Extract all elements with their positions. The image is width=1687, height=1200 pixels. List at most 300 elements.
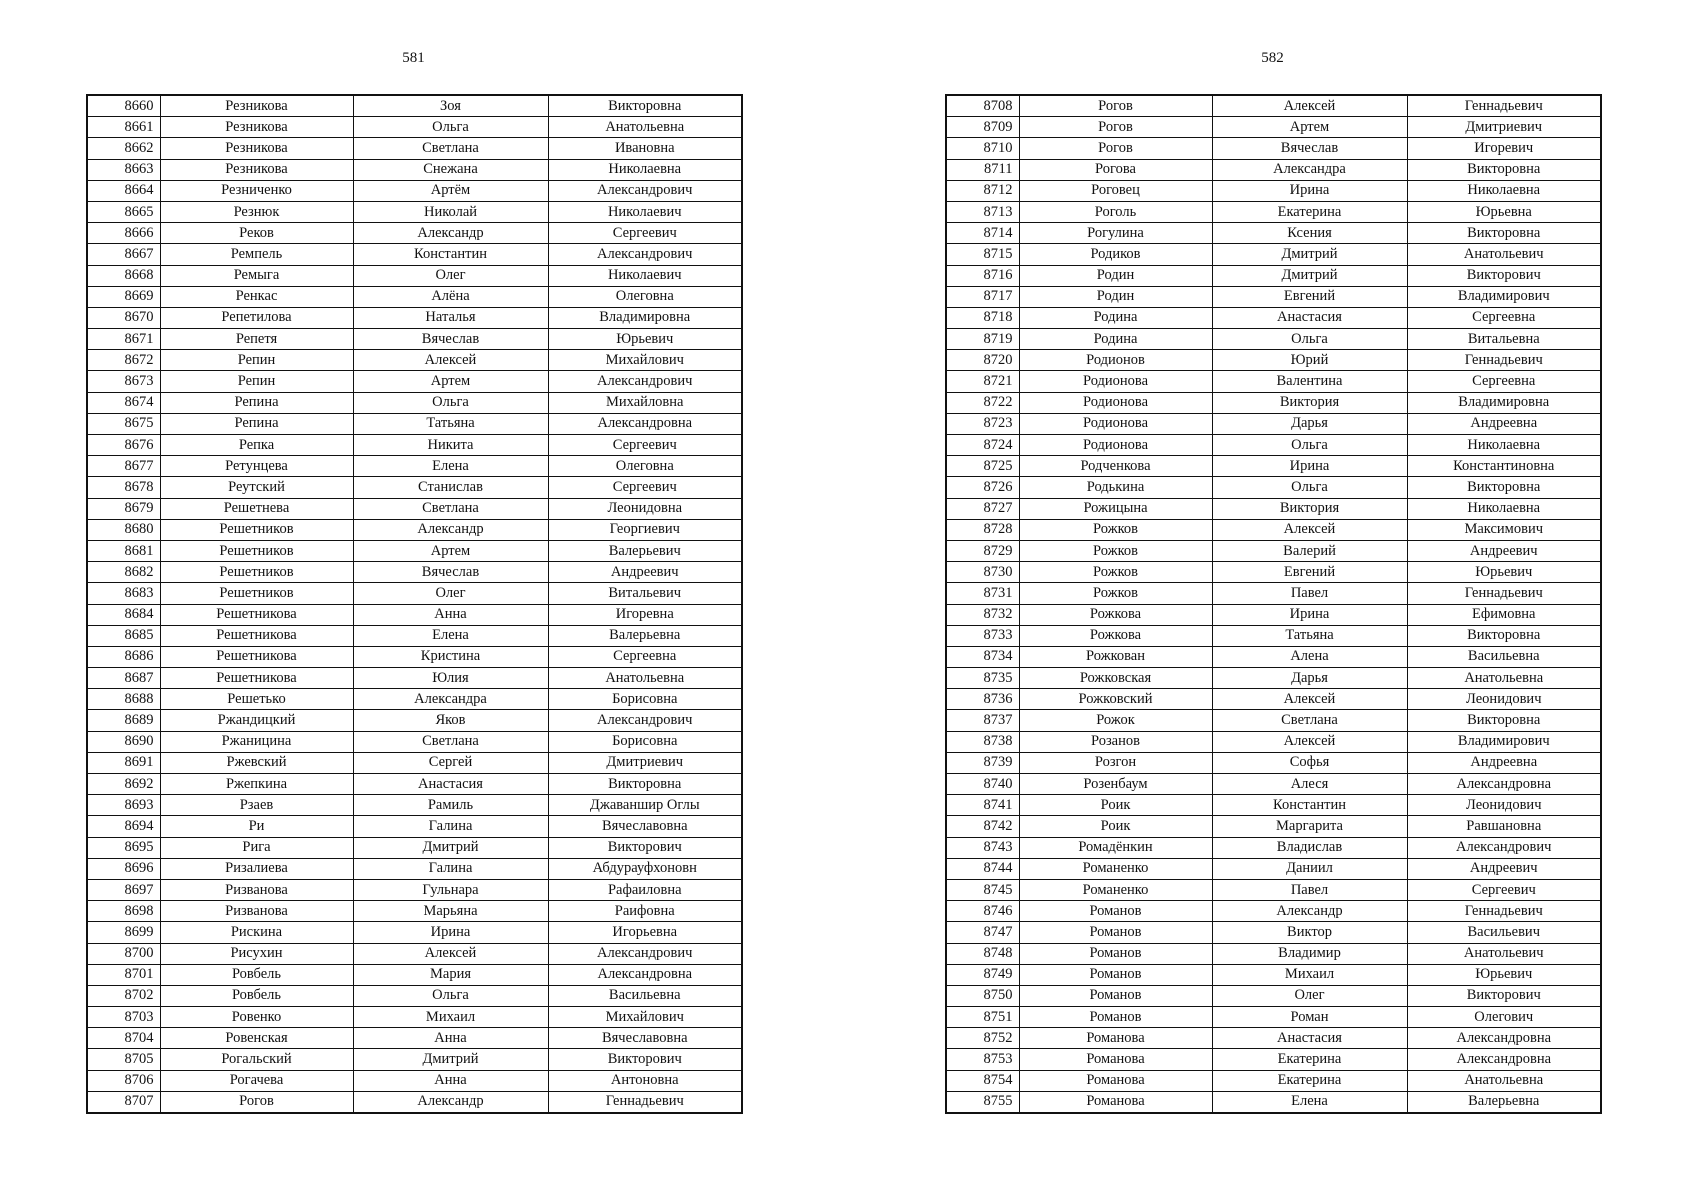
first-name-cell: Марьяна [353, 901, 548, 922]
table-row [87, 1028, 742, 1049]
table-row [946, 964, 1601, 985]
patronymic-cell: Викторовна [548, 95, 742, 117]
row-number-cell: 8707 [87, 1091, 160, 1113]
first-name-cell: Вячеслав [353, 329, 548, 350]
patronymic-cell: Викторовна [1407, 625, 1601, 646]
table-row [87, 223, 742, 244]
first-name-cell: Роман [1212, 1007, 1407, 1028]
row-number-cell: 8687 [87, 668, 160, 689]
row-number-cell: 8730 [946, 562, 1019, 583]
table-row [87, 625, 742, 646]
patronymic-cell: Игорьевна [548, 922, 742, 943]
first-name-cell: Елена [353, 456, 548, 477]
row-number-cell: 8705 [87, 1049, 160, 1070]
table-row [87, 943, 742, 964]
first-name-cell: Екатерина [1212, 1049, 1407, 1070]
table-row [946, 286, 1601, 307]
last-name-cell: Рзаев [160, 795, 353, 816]
table-row [87, 498, 742, 519]
first-name-cell: Никита [353, 435, 548, 456]
first-name-cell: Екатерина [1212, 201, 1407, 222]
first-name-cell: Алёна [353, 286, 548, 307]
row-number-cell: 8738 [946, 731, 1019, 752]
first-name-cell: Константин [1212, 795, 1407, 816]
last-name-cell: Родионова [1019, 392, 1212, 413]
last-name-cell: Репин [160, 350, 353, 371]
last-name-cell: Родина [1019, 307, 1212, 328]
last-name-cell: Родиков [1019, 244, 1212, 265]
last-name-cell: Родионова [1019, 435, 1212, 456]
last-name-cell: Рожков [1019, 562, 1212, 583]
first-name-cell: Алексей [1212, 731, 1407, 752]
patronymic-cell: Андреевна [1407, 413, 1601, 434]
table-row [946, 689, 1601, 710]
first-name-cell: Дарья [1212, 668, 1407, 689]
patronymic-cell: Александрович [548, 180, 742, 201]
first-name-cell: Анна [353, 604, 548, 625]
patronymic-cell: Васильевич [1407, 922, 1601, 943]
patronymic-cell: Анатольевна [548, 668, 742, 689]
first-name-cell: Ксения [1212, 223, 1407, 244]
patronymic-cell: Сергеевна [1407, 371, 1601, 392]
row-number-cell: 8751 [946, 1007, 1019, 1028]
registry-table [86, 94, 743, 1114]
first-name-cell: Александр [353, 519, 548, 540]
first-name-cell: Виктория [1212, 392, 1407, 413]
first-name-cell: Павел [1212, 583, 1407, 604]
row-number-cell: 8661 [87, 117, 160, 138]
first-name-cell: Юрий [1212, 350, 1407, 371]
patronymic-cell: Александрович [548, 943, 742, 964]
row-number-cell: 8681 [87, 540, 160, 561]
row-number-cell: 8752 [946, 1028, 1019, 1049]
last-name-cell: Рисухин [160, 943, 353, 964]
last-name-cell: Ромадёнкин [1019, 837, 1212, 858]
table-row [946, 1049, 1601, 1070]
table-row [87, 456, 742, 477]
last-name-cell: Ризванова [160, 901, 353, 922]
row-number-cell: 8666 [87, 223, 160, 244]
first-name-cell: Валерий [1212, 540, 1407, 561]
patronymic-cell: Витальевна [1407, 329, 1601, 350]
first-name-cell: Мария [353, 964, 548, 985]
table-row [87, 159, 742, 180]
patronymic-cell: Андреевич [1407, 540, 1601, 561]
patronymic-cell: Юрьевич [1407, 562, 1601, 583]
patronymic-cell: Андреевич [1407, 858, 1601, 879]
first-name-cell: Наталья [353, 307, 548, 328]
first-name-cell: Гульнара [353, 879, 548, 900]
patronymic-cell: Рафаиловна [548, 879, 742, 900]
table-row [946, 752, 1601, 773]
table-row [946, 265, 1601, 286]
last-name-cell: Рожков [1019, 519, 1212, 540]
first-name-cell: Татьяна [1212, 625, 1407, 646]
last-name-cell: Розенбаум [1019, 774, 1212, 795]
patronymic-cell: Леонидович [1407, 795, 1601, 816]
row-number-cell: 8665 [87, 201, 160, 222]
row-number-cell: 8720 [946, 350, 1019, 371]
table-row [946, 774, 1601, 795]
row-number-cell: 8682 [87, 562, 160, 583]
row-number-cell: 8677 [87, 456, 160, 477]
patronymic-cell: Анатольевна [1407, 1070, 1601, 1091]
table-row [87, 392, 742, 413]
last-name-cell: Родин [1019, 286, 1212, 307]
patronymic-cell: Александрович [548, 371, 742, 392]
table-row [946, 858, 1601, 879]
last-name-cell: Рига [160, 837, 353, 858]
first-name-cell: Яков [353, 710, 548, 731]
table-row [87, 583, 742, 604]
first-name-cell: Олег [1212, 985, 1407, 1006]
patronymic-cell: Витальевич [548, 583, 742, 604]
first-name-cell: Алексей [353, 943, 548, 964]
table-row [946, 307, 1601, 328]
patronymic-cell: Юрьевна [1407, 201, 1601, 222]
first-name-cell: Михаил [1212, 964, 1407, 985]
row-number-cell: 8718 [946, 307, 1019, 328]
table-row [87, 646, 742, 667]
patronymic-cell: Геннадьевич [1407, 583, 1601, 604]
table-row [946, 180, 1601, 201]
table-row [946, 583, 1601, 604]
row-number-cell: 8678 [87, 477, 160, 498]
table-row [87, 879, 742, 900]
last-name-cell: Родионова [1019, 371, 1212, 392]
last-name-cell: Ретунцева [160, 456, 353, 477]
first-name-cell: Олег [353, 265, 548, 286]
table-row [87, 201, 742, 222]
row-number-cell: 8709 [946, 117, 1019, 138]
patronymic-cell: Сергеевич [548, 477, 742, 498]
patronymic-cell: Александрович [1407, 837, 1601, 858]
last-name-cell: Решетников [160, 519, 353, 540]
first-name-cell: Светлана [353, 731, 548, 752]
first-name-cell: Александр [353, 223, 548, 244]
row-number-cell: 8703 [87, 1007, 160, 1028]
first-name-cell: Ольга [353, 985, 548, 1006]
table-row [946, 540, 1601, 561]
first-name-cell: Татьяна [353, 413, 548, 434]
row-number-cell: 8692 [87, 774, 160, 795]
patronymic-cell: Александровна [548, 413, 742, 434]
first-name-cell: Алексей [1212, 689, 1407, 710]
table-row [946, 435, 1601, 456]
last-name-cell: Роголь [1019, 201, 1212, 222]
first-name-cell: Ольга [1212, 435, 1407, 456]
last-name-cell: Репина [160, 392, 353, 413]
table-row [87, 1049, 742, 1070]
row-number-cell: 8714 [946, 223, 1019, 244]
table-row [946, 985, 1601, 1006]
row-number-cell: 8663 [87, 159, 160, 180]
first-name-cell: Анна [353, 1070, 548, 1091]
patronymic-cell: Александрович [548, 710, 742, 731]
patronymic-cell: Геннадьевич [548, 1091, 742, 1113]
patronymic-cell: Васильевна [548, 985, 742, 1006]
table-row [87, 519, 742, 540]
table-row [946, 901, 1601, 922]
table-row [946, 201, 1601, 222]
patronymic-cell: Андреевич [548, 562, 742, 583]
patronymic-cell: Раифовна [548, 901, 742, 922]
first-name-cell: Галина [353, 816, 548, 837]
last-name-cell: Розгон [1019, 752, 1212, 773]
patronymic-cell: Юрьевич [548, 329, 742, 350]
table-row [946, 795, 1601, 816]
last-name-cell: Роик [1019, 816, 1212, 837]
row-number-cell: 8712 [946, 180, 1019, 201]
patronymic-cell: Валерьевич [548, 540, 742, 561]
last-name-cell: Рогов [160, 1091, 353, 1113]
table-row [946, 879, 1601, 900]
table-row [87, 710, 742, 731]
last-name-cell: Рогов [1019, 138, 1212, 159]
patronymic-cell: Сергеевич [548, 223, 742, 244]
patronymic-cell: Андреевна [1407, 752, 1601, 773]
last-name-cell: Реутский [160, 477, 353, 498]
patronymic-cell: Николаевич [548, 201, 742, 222]
patronymic-cell: Николаевна [1407, 435, 1601, 456]
patronymic-cell: Ефимовна [1407, 604, 1601, 625]
last-name-cell: Решетникова [160, 668, 353, 689]
row-number-cell: 8670 [87, 307, 160, 328]
row-number-cell: 8719 [946, 329, 1019, 350]
table-row [87, 604, 742, 625]
last-name-cell: Романова [1019, 1070, 1212, 1091]
patronymic-cell: Леонидовна [548, 498, 742, 519]
first-name-cell: Екатерина [1212, 1070, 1407, 1091]
last-name-cell: Родина [1019, 329, 1212, 350]
row-number-cell: 8755 [946, 1091, 1019, 1113]
first-name-cell: Ирина [1212, 180, 1407, 201]
first-name-cell: Александра [1212, 159, 1407, 180]
last-name-cell: Родькина [1019, 477, 1212, 498]
row-number-cell: 8693 [87, 795, 160, 816]
patronymic-cell: Геннадьевич [1407, 350, 1601, 371]
row-number-cell: 8680 [87, 519, 160, 540]
row-number-cell: 8747 [946, 922, 1019, 943]
first-name-cell: Вячеслав [353, 562, 548, 583]
first-name-cell: Дарья [1212, 413, 1407, 434]
last-name-cell: Рожицына [1019, 498, 1212, 519]
table-row [946, 350, 1601, 371]
row-number-cell: 8664 [87, 180, 160, 201]
last-name-cell: Романенко [1019, 858, 1212, 879]
first-name-cell: Дмитрий [353, 837, 548, 858]
first-name-cell: Светлана [353, 498, 548, 519]
table-row [87, 477, 742, 498]
first-name-cell: Валентина [1212, 371, 1407, 392]
first-name-cell: Артем [353, 540, 548, 561]
patronymic-cell: Юрьевич [1407, 964, 1601, 985]
first-name-cell: Ирина [353, 922, 548, 943]
row-number-cell: 8732 [946, 604, 1019, 625]
patronymic-cell: Александровна [1407, 1049, 1601, 1070]
table-row [946, 922, 1601, 943]
row-number-cell: 8696 [87, 858, 160, 879]
table-row [87, 435, 742, 456]
first-name-cell: Софья [1212, 752, 1407, 773]
last-name-cell: Решетникова [160, 646, 353, 667]
row-number-cell: 8684 [87, 604, 160, 625]
last-name-cell: Резникова [160, 117, 353, 138]
patronymic-cell: Викторовна [1407, 710, 1601, 731]
table-row [946, 371, 1601, 392]
first-name-cell: Александр [1212, 901, 1407, 922]
row-number-cell: 8721 [946, 371, 1019, 392]
row-number-cell: 8734 [946, 646, 1019, 667]
last-name-cell: Резникова [160, 159, 353, 180]
first-name-cell: Артем [1212, 117, 1407, 138]
patronymic-cell: Анатольевич [1407, 943, 1601, 964]
patronymic-cell: Викторович [548, 1049, 742, 1070]
last-name-cell: Рожкова [1019, 604, 1212, 625]
last-name-cell: Резниченко [160, 180, 353, 201]
row-number-cell: 8700 [87, 943, 160, 964]
last-name-cell: Родионов [1019, 350, 1212, 371]
first-name-cell: Снежана [353, 159, 548, 180]
row-number-cell: 8750 [946, 985, 1019, 1006]
row-number-cell: 8706 [87, 1070, 160, 1091]
patronymic-cell: Михайлович [548, 350, 742, 371]
row-number-cell: 8744 [946, 858, 1019, 879]
table-row [946, 117, 1601, 138]
table-row [87, 689, 742, 710]
last-name-cell: Решетнева [160, 498, 353, 519]
row-number-cell: 8708 [946, 95, 1019, 117]
table-row [946, 816, 1601, 837]
last-name-cell: Романов [1019, 964, 1212, 985]
row-number-cell: 8729 [946, 540, 1019, 561]
first-name-cell: Светлана [353, 138, 548, 159]
last-name-cell: Рогальский [160, 1049, 353, 1070]
table-row [87, 95, 742, 117]
row-number-cell: 8690 [87, 731, 160, 752]
first-name-cell: Дмитрий [353, 1049, 548, 1070]
table-row [87, 901, 742, 922]
first-name-cell: Маргарита [1212, 816, 1407, 837]
table-row [946, 1091, 1601, 1113]
last-name-cell: Рогов [1019, 95, 1212, 117]
row-number-cell: 8688 [87, 689, 160, 710]
last-name-cell: Ржандицкий [160, 710, 353, 731]
table-row [87, 180, 742, 201]
row-number-cell: 8662 [87, 138, 160, 159]
first-name-cell: Анастасия [1212, 1028, 1407, 1049]
table-row [946, 731, 1601, 752]
last-name-cell: Рожков [1019, 583, 1212, 604]
last-name-cell: Репин [160, 371, 353, 392]
patronymic-cell: Александровна [1407, 1028, 1601, 1049]
patronymic-cell: Александровна [1407, 774, 1601, 795]
table-row [87, 138, 742, 159]
last-name-cell: Репетя [160, 329, 353, 350]
last-name-cell: Рожковский [1019, 689, 1212, 710]
table-row [87, 795, 742, 816]
first-name-cell: Галина [353, 858, 548, 879]
page-number: 581 [402, 50, 425, 66]
first-name-cell: Ирина [1212, 604, 1407, 625]
row-number-cell: 8685 [87, 625, 160, 646]
row-number-cell: 8689 [87, 710, 160, 731]
last-name-cell: Рожок [1019, 710, 1212, 731]
patronymic-cell: Олеговна [548, 456, 742, 477]
last-name-cell: Рогачева [160, 1070, 353, 1091]
first-name-cell: Кристина [353, 646, 548, 667]
first-name-cell: Алексей [1212, 519, 1407, 540]
first-name-cell: Алексей [1212, 95, 1407, 117]
first-name-cell: Алексей [353, 350, 548, 371]
first-name-cell: Станислав [353, 477, 548, 498]
last-name-cell: Резникова [160, 138, 353, 159]
patronymic-cell: Викторович [1407, 985, 1601, 1006]
last-name-cell: Романов [1019, 922, 1212, 943]
patronymic-cell: Абдурауфхоновн [548, 858, 742, 879]
first-name-cell: Виктор [1212, 922, 1407, 943]
last-name-cell: Романов [1019, 1007, 1212, 1028]
first-name-cell: Алеся [1212, 774, 1407, 795]
patronymic-cell: Геннадьевич [1407, 901, 1601, 922]
first-name-cell: Юлия [353, 668, 548, 689]
table-row [946, 1007, 1601, 1028]
table-row [946, 604, 1601, 625]
last-name-cell: Романов [1019, 901, 1212, 922]
table-row [87, 1070, 742, 1091]
last-name-cell: Резникова [160, 95, 353, 117]
row-number-cell: 8743 [946, 837, 1019, 858]
patronymic-cell: Сергеевич [1407, 879, 1601, 900]
table-row [946, 138, 1601, 159]
first-name-cell: Даниил [1212, 858, 1407, 879]
first-name-cell: Ольга [1212, 477, 1407, 498]
patronymic-cell: Владимировна [1407, 392, 1601, 413]
patronymic-cell: Вячеславовна [548, 1028, 742, 1049]
patronymic-cell: Борисовна [548, 731, 742, 752]
last-name-cell: Родченкова [1019, 456, 1212, 477]
first-name-cell: Сергей [353, 752, 548, 773]
last-name-cell: Ржепкина [160, 774, 353, 795]
first-name-cell: Вячеслав [1212, 138, 1407, 159]
patronymic-cell: Сергеевна [1407, 307, 1601, 328]
first-name-cell: Олег [353, 583, 548, 604]
last-name-cell: Рискина [160, 922, 353, 943]
first-name-cell: Елена [353, 625, 548, 646]
last-name-cell: Рожкован [1019, 646, 1212, 667]
patronymic-cell: Владимирович [1407, 731, 1601, 752]
row-number-cell: 8668 [87, 265, 160, 286]
registry-table [945, 94, 1602, 1114]
row-number-cell: 8740 [946, 774, 1019, 795]
last-name-cell: Репина [160, 413, 353, 434]
first-name-cell: Михаил [353, 1007, 548, 1028]
table-row [946, 519, 1601, 540]
first-name-cell: Константин [353, 244, 548, 265]
first-name-cell: Евгений [1212, 562, 1407, 583]
first-name-cell: Александр [353, 1091, 548, 1113]
patronymic-cell: Николаевич [548, 265, 742, 286]
first-name-cell: Анастасия [353, 774, 548, 795]
table-row [87, 265, 742, 286]
patronymic-cell: Геннадьевич [1407, 95, 1601, 117]
patronymic-cell: Константиновна [1407, 456, 1601, 477]
table-row [87, 922, 742, 943]
last-name-cell: Романенко [1019, 879, 1212, 900]
table-row [946, 710, 1601, 731]
row-number-cell: 8723 [946, 413, 1019, 434]
row-number-cell: 8674 [87, 392, 160, 413]
